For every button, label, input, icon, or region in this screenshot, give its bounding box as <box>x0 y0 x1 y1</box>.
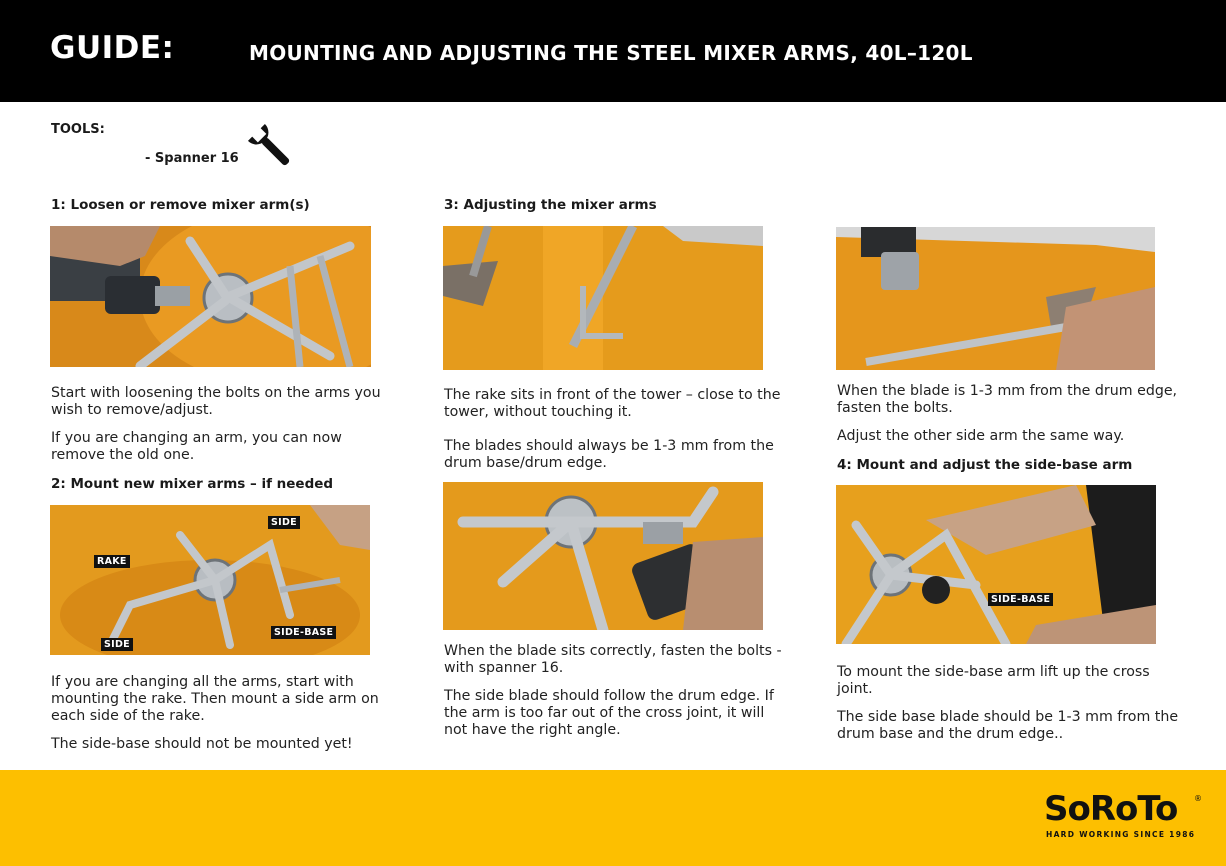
page-title: MOUNTING AND ADJUSTING THE STEEL MIXER ARMS, 40L–120L <box>249 41 973 65</box>
step3-text-3: When the blade sits correctly, fasten the bolts - with spanner 16. <box>444 643 782 676</box>
step3-photo-2 <box>443 482 763 630</box>
label-side-top: SIDE <box>268 516 300 529</box>
step3-text-5: When the blade is 1-3 mm from the drum edge, fasten the bolts. <box>837 383 1178 416</box>
step2-heading: 2: Mount new mixer arms – if needed <box>51 476 334 492</box>
step2-text-2: The side-base should not be mounted yet! <box>51 736 353 752</box>
step2-photo <box>50 505 370 655</box>
step4-text-1: To mount the side-base arm lift up the cross joint. <box>837 664 1150 697</box>
step3-text-6: Adjust the other side arm the same way. <box>837 428 1125 444</box>
step3-text-1: The rake sits in front of the tower – close to the tower, without touching it. <box>444 387 781 420</box>
step3-text-2: The blades should always be 1-3 mm from the drum base/drum edge. <box>444 438 774 471</box>
soroto-logo <box>1044 789 1204 842</box>
step1-text-1: Start with loosening the bolts on the arms you wish to remove/adjust. <box>51 385 381 418</box>
logo-wordmark: SoRoTo <box>1044 789 1178 829</box>
label-side-bottom: SIDE <box>101 638 133 651</box>
step2-text-1: If you are changing all the arms, start with mounting the rake. Then mount a side arm on each side of the rake. <box>51 674 379 724</box>
step1-photo <box>50 226 371 367</box>
footer-bar <box>0 770 1226 866</box>
step3-text-4: The side blade should follow the drum edge. If the arm is too far out of the cross joint, it will not have the right angle. <box>444 688 774 738</box>
spanner-icon <box>246 122 298 174</box>
tools-label: TOOLS: <box>51 122 105 137</box>
tools-item: - Spanner 16 <box>145 151 239 166</box>
guide-label: GUIDE: <box>50 30 175 66</box>
step1-heading: 1: Loosen or remove mixer arm(s) <box>51 197 310 213</box>
logo-tagline: HARD WORKING SINCE 1986 <box>1046 830 1196 839</box>
logo-registered-mark: ® <box>1194 794 1202 803</box>
label-side-base-step4: SIDE-BASE <box>988 593 1053 606</box>
step4-text-2: The side base blade should be 1-3 mm from the drum base and the drum edge.. <box>837 709 1179 742</box>
step4-heading: 4: Mount and adjust the side-base arm <box>837 457 1133 473</box>
header-bar <box>0 0 1226 102</box>
label-rake: RAKE <box>94 555 130 568</box>
step3-photo-1 <box>443 226 763 370</box>
label-side-base: SIDE-BASE <box>271 626 336 639</box>
step4-photo <box>836 485 1156 644</box>
step3-photo-3 <box>836 227 1155 370</box>
step3-heading: 3: Adjusting the mixer arms <box>444 197 657 213</box>
step1-text-2: If you are changing an arm, you can now remove the old one. <box>51 430 342 463</box>
